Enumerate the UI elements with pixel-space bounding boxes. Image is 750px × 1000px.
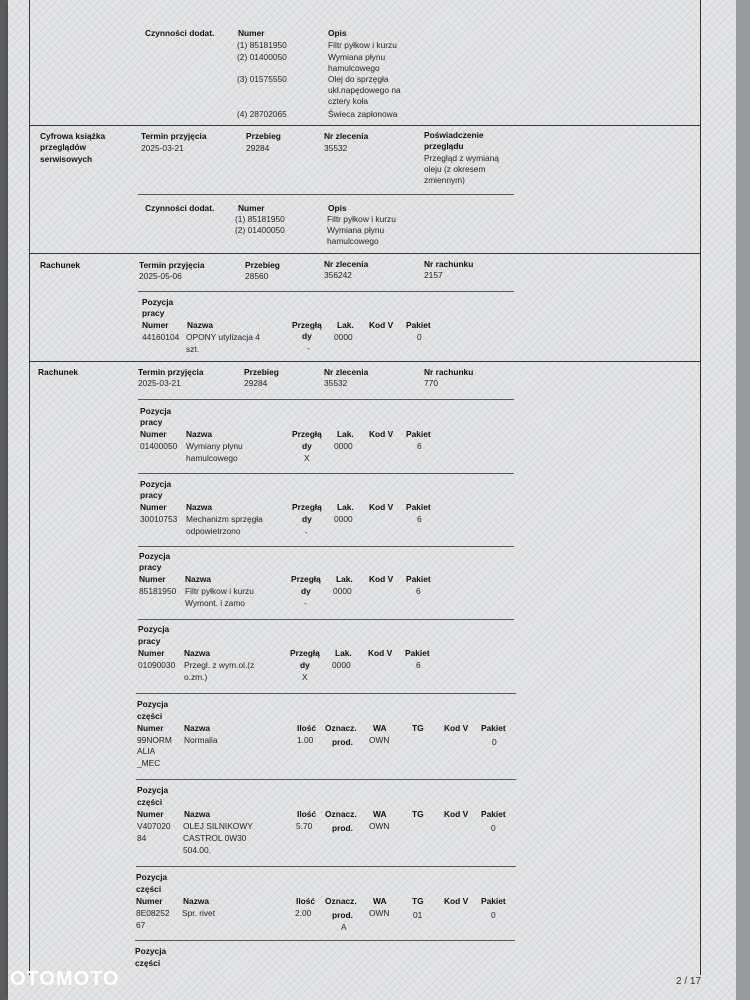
przeglady-header: dy <box>302 441 312 451</box>
przebieg-header: Przebieg <box>244 367 279 377</box>
lak-header: Lak. <box>337 429 354 439</box>
wa-header: WA <box>373 896 387 906</box>
part-name: Spr. rivet <box>182 908 216 918</box>
item-desc: Olej do sprzęgła <box>328 74 389 84</box>
lak-header: Lak. <box>335 648 352 658</box>
pozycja-czesci-header: Pozycja <box>137 699 169 709</box>
part-number: V407020 <box>137 821 171 831</box>
czynnosci-label: Czynności dodat. <box>145 203 215 213</box>
przeglady-header: dy <box>301 586 311 596</box>
subdivider <box>136 866 516 867</box>
part-number: 84 <box>137 833 147 843</box>
part-pakiet: 0 <box>491 910 496 920</box>
nazwa-header: Nazwa <box>183 896 210 906</box>
nazwa-header: Nazwa <box>184 648 211 658</box>
pakiet-header: Pakiet <box>406 574 431 584</box>
divider <box>29 253 700 254</box>
nazwa-header: Nazwa <box>187 320 214 330</box>
part-wa: OWN <box>369 821 390 831</box>
termin-value: 2025-03-21 <box>141 143 184 153</box>
work-name: Mechanizm sprzęgła <box>186 514 263 524</box>
subdivider <box>138 291 514 292</box>
przebieg-header: Przebieg <box>246 131 281 141</box>
nrzlec-value: 356242 <box>324 270 352 280</box>
item-desc: Wymiana płynu <box>327 225 385 235</box>
work-name: Przegl. z wym.ol.(z <box>184 660 255 670</box>
pozycja-header: Pozycja <box>138 624 170 634</box>
przeglady-header: dy <box>302 514 312 524</box>
numer-header: Numer <box>138 648 165 658</box>
item-number: (1) 85181950 <box>235 214 285 224</box>
pozycja-header: Pozycja <box>140 479 172 489</box>
pakiet-header: Pakiet <box>405 648 430 658</box>
przebieg-value: 29284 <box>246 143 270 153</box>
part-name: CASTROL 0W30 <box>183 833 247 843</box>
pozycja-header: pracy <box>139 562 162 572</box>
nrzlec-value: 35532 <box>324 378 348 388</box>
nazwa-header: Nazwa <box>186 502 213 512</box>
part-pakiet: 0 <box>491 823 496 833</box>
work-lak: 0000 <box>332 660 351 670</box>
pakiet-header: Pakiet <box>481 809 506 819</box>
section-label: przeglądów <box>40 142 87 152</box>
pozycja-header: Pozycja <box>139 551 171 561</box>
wa-header: WA <box>373 723 387 733</box>
posw-value: oleju (z okresem <box>424 164 486 174</box>
numer-header: Numer <box>136 896 163 906</box>
numer-header: Numer <box>139 574 166 584</box>
otomoto-watermark-logo: OTOMOTO <box>10 968 120 990</box>
part-qty: 2.00 <box>295 908 312 918</box>
pakiet-header: Pakiet <box>406 320 431 330</box>
ilosc-header: Ilość <box>297 809 317 819</box>
numer-header: Numer <box>137 723 164 733</box>
pozycja-header: pracy <box>140 490 163 500</box>
lak-header: Lak. <box>337 502 354 512</box>
termin-header: Termin przyjęcia <box>139 260 205 270</box>
posw-header: Poświadczenie <box>424 130 484 140</box>
pozycja-header: pracy <box>138 636 161 646</box>
part-qty: 5.70 <box>296 821 313 831</box>
nrzlec-header: Nr zlecenia <box>324 259 369 269</box>
kodv-header: Kod V <box>369 429 394 439</box>
przeglady-header: Przegłą <box>292 429 322 439</box>
work-name: o.zm.) <box>184 672 208 682</box>
work-name: odpowietrzono <box>186 526 241 536</box>
przebieg-value: 29284 <box>244 378 268 388</box>
work-number: 44160104 <box>142 332 180 342</box>
item-number: (3) 01575550 <box>237 74 287 84</box>
pozycja-czesci-header: Pozycja <box>136 872 168 882</box>
nrrach-header: Nr rachunku <box>424 259 474 269</box>
przebieg-value: 28560 <box>245 271 269 281</box>
tg-header: TG <box>412 809 424 819</box>
work-przeglad: X <box>304 453 310 463</box>
work-lak: 0000 <box>334 514 353 524</box>
part-wa: OWN <box>369 735 390 745</box>
numer-header: Numer <box>142 320 169 330</box>
pozycja-header: pracy <box>142 308 165 318</box>
work-name: szt. <box>186 344 200 354</box>
pakiet-header: Pakiet <box>406 429 431 439</box>
tg-header: TG <box>412 723 424 733</box>
nrzlec-header: Nr zlecenia <box>324 367 369 377</box>
subdivider <box>136 779 516 780</box>
work-number: 01400050 <box>140 441 178 451</box>
nrzlec-value: 35532 <box>324 143 348 153</box>
item-number: (2) 01400050 <box>235 225 285 235</box>
pakiet-header: Pakiet <box>406 502 431 512</box>
part-number: 8E08252 <box>136 908 170 918</box>
work-przeglad: - <box>305 527 308 537</box>
work-pakiet: 6 <box>416 586 421 596</box>
part-oznacz-suffix: A <box>341 922 347 932</box>
work-pakiet: 6 <box>417 441 422 451</box>
termin-value: 2025-05-06 <box>139 271 182 281</box>
work-pakiet: 6 <box>416 660 421 670</box>
nazwa-header: Nazwa <box>184 723 211 733</box>
work-pakiet: 0 <box>417 332 422 342</box>
subdivider <box>138 194 514 195</box>
pozycja-czesci-header: części <box>135 958 161 968</box>
pozycja-header: Pozycja <box>140 406 172 416</box>
czynnosci-label: Czynności dodat. <box>145 28 215 38</box>
item-desc: ukł.napędowego na <box>328 85 401 95</box>
pozycja-czesci-header: Pozycja <box>137 785 169 795</box>
nazwa-header: Nazwa <box>185 574 212 584</box>
part-number: ALIA <box>137 746 156 756</box>
pozycja-czesci-header: części <box>137 711 163 721</box>
pozycja-czesci-header: części <box>136 884 162 894</box>
section-label: Cyfrowa książka <box>40 131 106 141</box>
numer-header: Numer <box>238 203 265 213</box>
item-desc: cztery koła <box>328 96 369 106</box>
lak-header: Lak. <box>337 320 354 330</box>
nrzlec-header: Nr zlecenia <box>324 131 369 141</box>
nrrach-value: 770 <box>424 378 438 388</box>
ilosc-header: Ilość <box>297 723 317 733</box>
work-number: 30010753 <box>140 514 178 524</box>
termin-header: Termin przyjęcia <box>141 131 207 141</box>
pozycja-header: Pozycja <box>142 297 174 307</box>
item-desc: hamulcowego <box>327 236 379 246</box>
pozycja-czesci-header: Pozycja <box>135 946 167 956</box>
part-number: _MEC <box>137 758 161 768</box>
part-oznacz: prod. <box>332 823 353 833</box>
work-lak: 0000 <box>333 586 352 596</box>
part-oznacz: prod. <box>332 910 353 920</box>
opis-header: Opis <box>328 28 347 38</box>
work-pakiet: 6 <box>417 514 422 524</box>
work-lak: 0000 <box>334 332 353 342</box>
przeglady-header: Przegłą <box>291 574 321 584</box>
tg-header: TG <box>412 896 424 906</box>
lak-header: Lak. <box>336 574 353 584</box>
subdivider <box>138 399 514 400</box>
kodv-header: Kod V <box>444 723 469 733</box>
przeglady-header: dy <box>302 331 312 341</box>
part-wa: OWN <box>369 908 390 918</box>
section-label: Rachunek <box>40 260 81 270</box>
opis-header: Opis <box>328 203 347 213</box>
pakiet-header: Pakiet <box>481 723 506 733</box>
subdivider <box>138 473 514 474</box>
kodv-header: Kod V <box>444 809 469 819</box>
numer-header: Numer <box>140 429 167 439</box>
divider <box>29 125 700 126</box>
termin-header: Termin przyjęcia <box>138 367 204 377</box>
pozycja-czesci-header: części <box>137 797 163 807</box>
subdivider <box>136 693 516 694</box>
part-qty: 1.00 <box>297 735 314 745</box>
divider <box>29 361 700 362</box>
wa-header: WA <box>373 809 387 819</box>
subdivider <box>135 940 515 941</box>
pakiet-header: Pakiet <box>481 896 506 906</box>
nrrach-header: Nr rachunku <box>424 367 474 377</box>
subdivider <box>138 619 514 620</box>
nrrach-value: 2157 <box>424 270 443 280</box>
work-number: 85181950 <box>139 586 177 596</box>
part-number: 67 <box>136 920 146 930</box>
part-pakiet: 0 <box>492 737 497 747</box>
part-number: 99NORM <box>137 735 172 745</box>
work-name: hamulcowego <box>186 453 238 463</box>
item-desc: hamulcowego <box>328 63 380 73</box>
posw-value: Przegląd z wymianą <box>424 153 499 163</box>
przeglady-header: Przegłą <box>290 648 320 658</box>
work-przeglad: X <box>302 672 308 682</box>
item-desc: Świeca zapłonowa <box>328 109 398 119</box>
numer-header: Numer <box>140 502 167 512</box>
numer-header: Numer <box>238 28 265 38</box>
item-number: (1) 85181950 <box>237 40 287 50</box>
work-lak: 0000 <box>334 441 353 451</box>
posw-value: zmiennym) <box>424 175 465 185</box>
item-number: (2) 01400050 <box>237 52 287 62</box>
table-frame <box>29 0 701 975</box>
work-name: OPONY utylizacja 4 <box>186 332 260 342</box>
termin-value: 2025-03-21 <box>138 378 181 388</box>
subdivider <box>138 546 514 547</box>
part-name: OLEJ SILNIKOWY <box>183 821 253 831</box>
part-name: Normalia <box>184 735 218 745</box>
work-name: Wymont. i zamo <box>185 598 245 608</box>
part-name: 504.00. <box>183 845 211 855</box>
nazwa-header: Nazwa <box>186 429 213 439</box>
kodv-header: Kod V <box>369 502 394 512</box>
work-name: Filtr pyłkow i kurzu <box>185 586 254 596</box>
work-przeglad: - <box>304 598 307 608</box>
work-name: Wymiany płynu <box>186 441 243 451</box>
item-number: (4) 28702065 <box>237 109 287 119</box>
pozycja-header: pracy <box>140 417 163 427</box>
item-desc: Wymiana płynu <box>328 52 386 62</box>
oznacz-header: Oznacz. <box>325 809 357 819</box>
posw-header: przeglądu <box>424 141 464 151</box>
oznacz-header: Oznacz. <box>325 723 357 733</box>
oznacz-header: Oznacz. <box>325 896 357 906</box>
work-number: 01090030 <box>138 660 176 670</box>
item-desc: Filtr pyłkow i kurzu <box>327 214 396 224</box>
przebieg-header: Przebieg <box>245 260 280 270</box>
nazwa-header: Nazwa <box>184 809 211 819</box>
kodv-header: Kod V <box>369 574 394 584</box>
przeglady-header: dy <box>300 660 310 670</box>
page-number: 2 / 17 <box>676 976 702 987</box>
background-edge <box>736 0 750 1000</box>
numer-header: Numer <box>137 809 164 819</box>
part-oznacz: prod. <box>332 737 353 747</box>
przeglady-header: Przegłą <box>292 502 322 512</box>
przeglady-header: Przegłą <box>292 320 322 330</box>
kodv-header: Kod V <box>369 320 394 330</box>
section-label: serwisowych <box>40 154 93 164</box>
part-tg: 01 <box>413 910 423 920</box>
section-label: Rachunek <box>38 367 79 377</box>
kodv-header: Kod V <box>368 648 393 658</box>
ilosc-header: Ilość <box>296 896 316 906</box>
work-przeglad: - <box>307 343 310 353</box>
kodv-header: Kod V <box>444 896 469 906</box>
item-desc: Filtr pyłkow i kurzu <box>328 40 397 50</box>
